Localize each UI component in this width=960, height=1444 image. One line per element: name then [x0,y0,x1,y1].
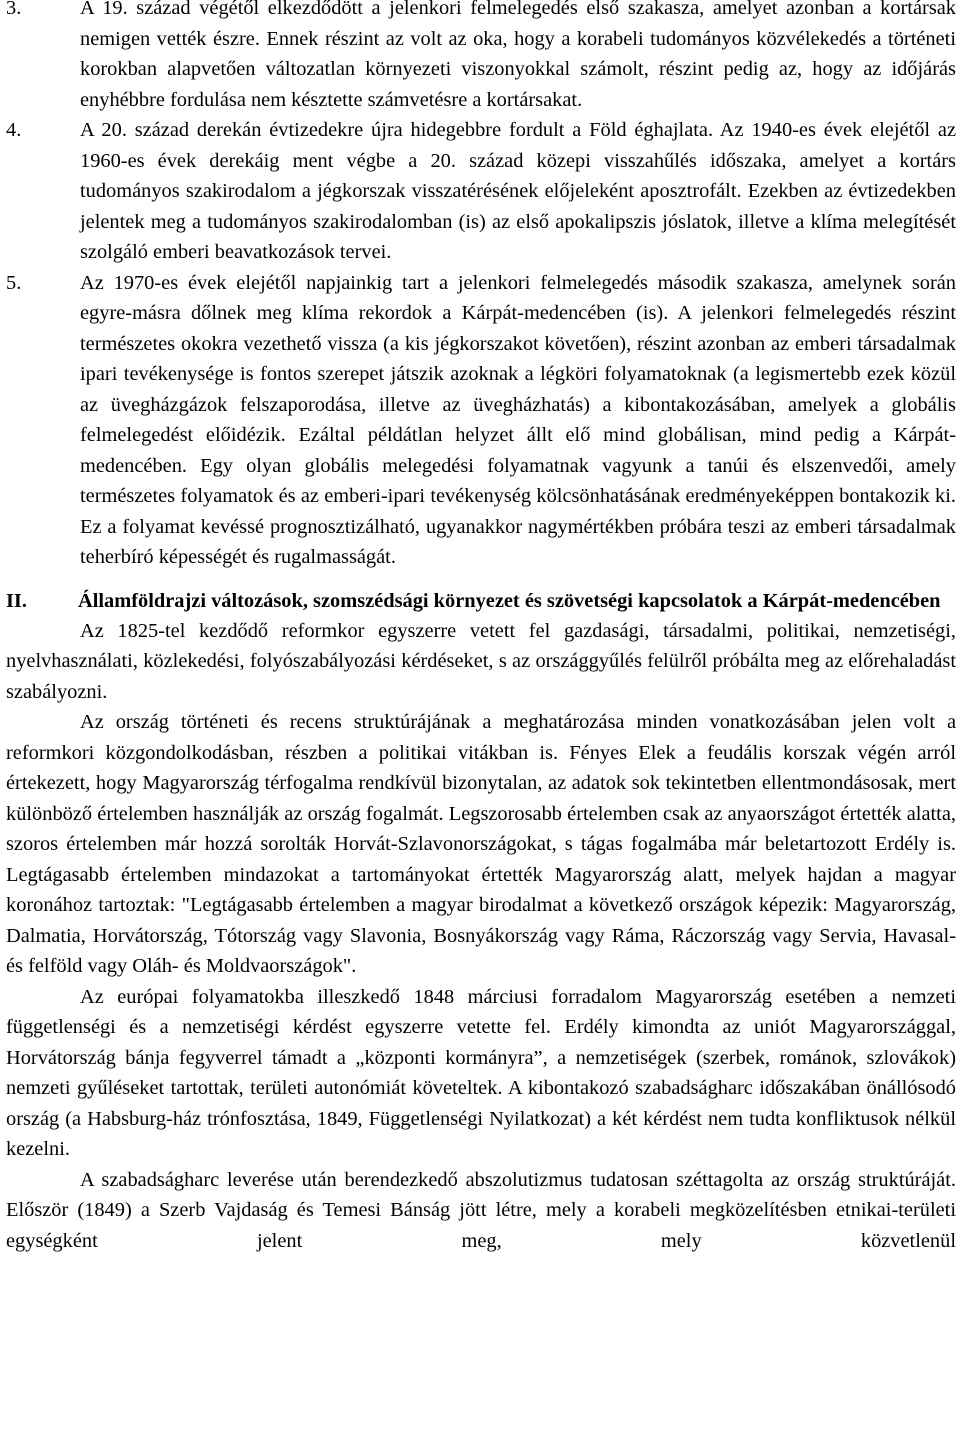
section-heading [6,586,956,616]
list-item-4 [6,115,956,268]
paragraph-reformkor: Az 1825-tel kezdődő reformkor egyszerre vetett fel gazdasági, társadalmi, politikai, nemzetiségi, nyelvhasználati, közlekedési, folyószabályozási kérdéseket, s az országgyűlés felülről próbálta meg az előrehaladást szabályozni. [6,619,956,703]
list-item-text: Az 1970-es évek elejétől napjainkig tart a jelenkori felmelegedés második szakasza, amelynek során egyre-másra dőlnek meg klíma rekordok a Kárpát-medencében (is). A jelenkori felmelegedés részint természetes okokra vezethető vissza (a kis jégkorszakot követően), részint azonban az emberi társadalmak ipari tevékenysége is fontos szerepet játszik azoknak a légköri folyamatoknak (a legismertebb ezek közül az üvegházgázok felszaporodása, illetve az üvegházhatás) a kibontakozásában, amelyek a globális felmelegedést előidézik. Ezáltal példátlan helyzet állt elő mind globálisan, mind pedig a Kárpát-medencében. Egy olyan globális melegedési folyamatnak vagyunk a tanúi és elszenvedői, amely természetes folyamatok és az emberi-ipari tevékenység kölcsönhatásának eredményeképpen bontakozik ki. Ez a folyamat kevéssé prognosztizálható, ugyanakkor nagymértékben próbára teszi az emberi társadalmak teherbíró képességét és rugalmasságát. [80,271,956,568]
list-number: 5. [6,271,22,294]
list-item-text: A 19. század végétől elkezdődött a jelenkori felmelegedés első szakasza, amelyet azonban a kortársak nemigen vették észre. Ennek részint az volt az oka, hogy a korabeli tudományos közvélekedés a történeti korokban alapvetően változatlan környezeti viszonyokkal számolt, részint pedig az, hogy az időjárás enyhébbre fordulása nem késztette számvetésre a kortársakat. [80,0,956,111]
list-number: 3. [6,0,22,19]
list-item-5 [6,268,956,573]
paragraph-orszag-strukturaja: Az ország történeti és recens struktúrájának a meghatározása minden vonatkozásában jelen volt a reformkori közgondolkodásban, részben a politikai vitákban is. Fényes Elek a feudális korszak végén arról értekezett, hogy Magyarország térfogalma rendkívül bizonytalan, az adatok sok tekintetben ellentmondásosak, mert különböző értelemben használják az ország fogalmát. Legszorosabb értelemben csak az anyaországot értették alatta, szoros értelemben már hozzá sorolták Horvát-Szlavonországokat, s tágas fogalmába már beletartozott Erdély is. Legtágasabb értelemben mindazokat a tartományokat értették Magyarország alatt, melyek hajdan a magyar koronához tartoztak: "Legtágasabb értelemben a magyar birodalmat a következő országok képezik: Magyarország, Dalmatia, Horvátország, Tótország vagy Slavonia, Bosnyákország vagy Ráma, Ráczország vagy Servia, Havasal- és felföld vagy Oláh- és Moldvaországok". [6,711,956,977]
paragraph-abszolutizmus: A szabadságharc leverése után berendezkedő abszolutizmus tudatosan széttagolta az ország struktúráját. Először (1849) a Szerb Vajdaság és Temesi Bánság jött létre, mely a korabeli megközelítésben etnikai-területi egységként jelent meg, mely közvetlenül [6,1168,956,1252]
list-number: 4. [6,119,22,141]
section-number: II. [6,589,27,612]
list-item-text: A 20. század derekán évtizedekre újra hidegebbre fordult a Föld éghajlata. Az 1940-es évek elejétől az 1960-es évek derekáig ment végbe a 20. század közepi visszahűlés időszaka, amelyet a kortárs tudományos szakirodalom a jégkorszak visszatérésének előjeleként aposztrofált. Ezekben az évtizedekben jelentek meg a tudományos szakirodalomban (is) az első apokalipszis jóslatok, illetve a klíma melegítését szolgáló emberi beavatkozások tervei. [80,119,956,263]
list-item-3 [6,0,956,115]
paragraph-1848: Az európai folyamatokba illeszkedő 1848 márciusi forradalom Magyarország esetében a nemzeti függetlenségi és a nemzetiségi kérdést egyszerre vetette fel. Erdély kimondta az uniót Magyarországgal, Horvátország bánja fegyverrel támadt a „központi kormányra”, a nemzetiségek (szerbek, románok, szlovákok) nemzeti gyűléseket tartottak, területi autonómiát követeltek. A kibontakozó szabadságharc időszakában önállósodó ország (a Habsburg-ház trónfosztása, 1849, Függetlenségi Nyilatkozat) a két kérdést nem tudta konfliktusok nélkül kezelni. [6,985,956,1160]
section-title: Államföldrajzi változások, szomszédsági környezet és szövetségi kapcsolatok a Kárpát-medencében [78,589,941,612]
